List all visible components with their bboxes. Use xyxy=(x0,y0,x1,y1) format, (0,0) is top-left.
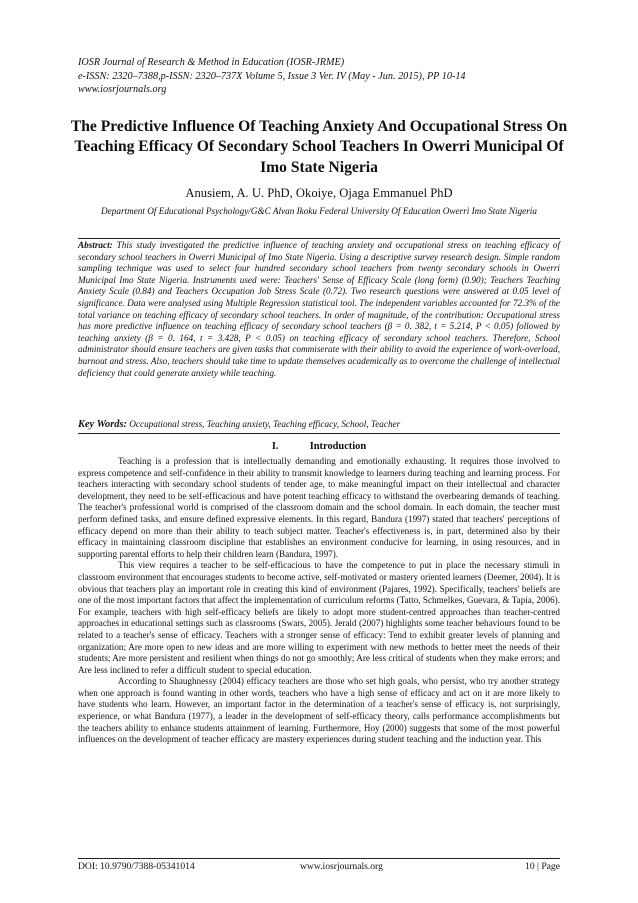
section-number: I. xyxy=(271,441,279,452)
journal-website[interactable]: www.iosrjournals.org xyxy=(78,84,167,96)
journal-issn: e-ISSN: 2320–7388,p-ISSN: 2320–737X Volume 5, Issue 3 Ver. IV (May - Jun. 2015), PP 10-14 xyxy=(78,70,466,82)
abstract xyxy=(78,240,560,379)
keywords-text: Occupational stress, Teaching anxiety, Teaching efficacy, School, Teacher xyxy=(129,419,401,429)
author-affiliation: Department Of Educational Psychology/G&C Alvan Ikoku Federal University Of Education Owerri Imo State Nigeria xyxy=(101,206,537,216)
paper-authors: Anusiem, A. U. PhD, Okoiye, Ojaga Emmanuel PhD xyxy=(185,186,453,200)
footer-website[interactable]: www.iosrjournals.org xyxy=(300,861,383,872)
journal-header xyxy=(78,56,578,97)
abstract-label: Abstract: xyxy=(78,240,113,250)
footer-rule xyxy=(78,858,560,859)
footer-page-number: 10 | Page xyxy=(525,861,560,872)
paper-title: The Predictive Influence Of Teaching Anxiety And Occupational Stress On Teaching Efficacy Of Secondary School Teachers In Owerri Municipal Of Imo State Nigeria xyxy=(70,118,568,176)
section-heading xyxy=(78,440,560,453)
journal-name: IOSR Journal of Research & Method in Education (IOSR-JRME) xyxy=(78,57,345,68)
section-title: Introduction xyxy=(309,441,367,452)
abstract-bottom-rule xyxy=(78,433,560,434)
abstract-top-rule xyxy=(78,238,560,239)
paragraph: According to Shaughnessy (2004) efficacy teachers are those who set high goals, who persist, who try another strategy when one approach is found wanting in other words, teachers who have a high sense of efficacy and act on it are more likely to have students who learn. However, an important factor in the determination of a teacher's sense of efficacy is, not surprisingly, experience, or what Bandura (1977), a leader in the development of self-efficacy theory, calls performance accomplishments but the teachers ability to enhance students attainment of learning. Furthermore, Hoy (2000) suggests that some of the most powerful influences on the development of teacher efficacy are mastery experiences during student teaching and the induction year. This xyxy=(78,676,560,745)
keywords xyxy=(78,419,560,431)
footer-doi: DOI: 10.9790/7388-05341014 xyxy=(78,861,195,872)
abstract-text: This study investigated the predictive influence of teaching anxiety and occupational stress on teaching efficacy of secondary school teachers in Owerri Municipal of Imo State Nigeria. Using a descriptive survey research design. Simple random sampling technique was used to select four hundred secondary school teachers from twenty secondary schools in Owerri Municipal Imo State Nigeria. Instruments used were: Teachers' Sense of Efficacy Scale (long form) (0.90); Teachers Teaching Anxiety Scale (0.84) and Teachers Occupation Job Stress Scale (0.72). Two research questions were answered at 0.05 level of significance. Data were analysed using Multiple Regression statistical tool. The independent variables accounted for 72.3% of the total variance on teaching efficacy of secondary school teachers. In order of magnitude, of the contribution: Occupational stress has more predictive influence on teaching efficacy of secondary school teachers (β = 0. 382, t = 5.214, P < 0.05) followed by teaching anxiety (β = 0. 164, t = 3.428, P < 0.05) on teaching efficacy of secondary school teachers. Therefore, School administrator should ensure teachers are given tasks that commiserate with their ability to avoid the experience of work-overload, burnout and stress. Also, teachers should take time to update themselves academically as to overcome the challenge of intellectual deficiency that could generate anxiety while teaching. xyxy=(78,240,560,378)
body-text xyxy=(78,456,560,746)
paragraph: Teaching is a profession that is intellectually demanding and emotionally exhausting. It requires those involved to express competence and self-confidence in their ability to transmit knowledge to learners during teaching and learning process. For teachers interacting with secondary school students of tender age, to make meaningful impact on their intellectual and character development, they need to be self-efficacious and have potent teaching efficacy to withstand the overbearing demands of teaching. The teacher's professional world is comprised of the classroom domain and the school domain. In each domain, the teacher must perform defined tasks, and ensure defined expressive elements. In this regard, Bandura (1997) stated that teachers' perceptions of efficacy depend on more than their ability to teach subject matter. Teacher's effectiveness is, in part, determined also by their efficacy in maintaining classroom discipline that establishes an environment conducive for learning, in using resources, and in supporting parental efforts to help their children learn (Bandura, 1997). xyxy=(78,456,560,559)
keywords-label: Key Words: xyxy=(78,419,127,430)
paragraph: This view requires a teacher to be self-efficacious to have the competence to put in place the necessary stimuli in classroom environment that encourages students to become active, self-motivated or mastery oriented learners (Deemer, 2004). It is obvious that teachers play an important role in creating this kind of environment (Pajares, 1992). Specifically, teachers' beliefs are one of the most important factors that affect the implementation of curriculum reforms (Tatto, Schmelkes, Guevara, & Tapia, 2006). For example, teachers with high self-efficacy beliefs are likely to adopt more student-centred approaches than teacher-centred approaches in educational settings such as classrooms (Swars, 2005). Jerald (2007) highlights some teacher behaviours found to be related to a teacher's sense of efficacy. Teachers with a stronger sense of efficacy: Tend to exhibit greater levels of planning and organization; Are more open to new ideas and are more willing to experiment with new methods to better meet the needs of their students; Are more persistent and resilient when things do not go smoothly; Are less critical of students when they make errors; and Are less inclined to refer a difficult student to special education. xyxy=(78,560,560,675)
